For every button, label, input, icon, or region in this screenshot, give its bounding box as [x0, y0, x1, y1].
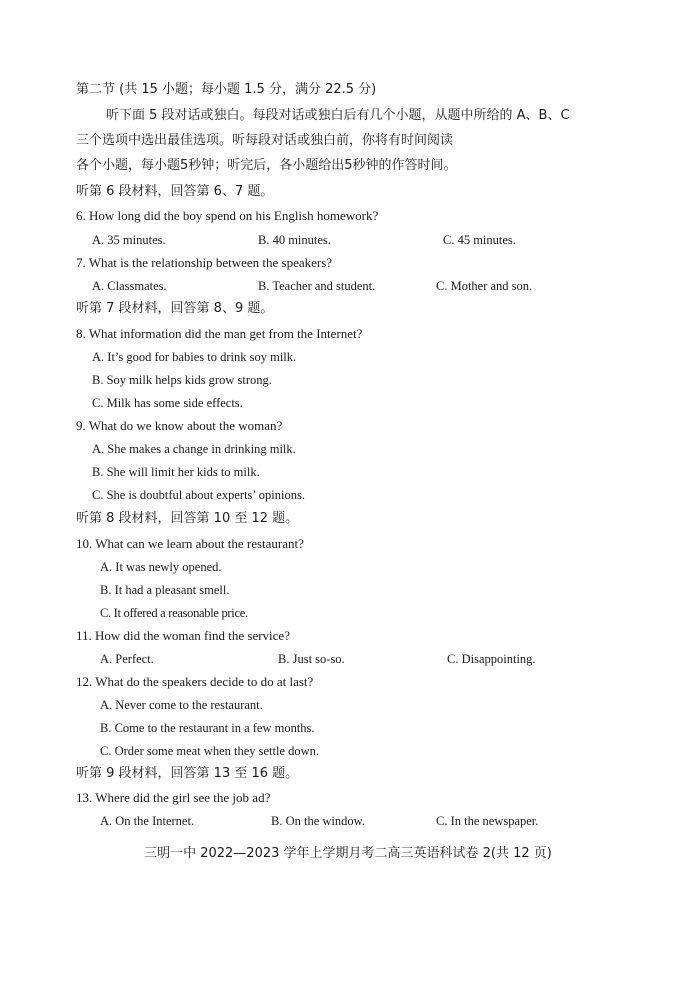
question-9-stem: 9. What do we know about the woman?: [76, 418, 283, 433]
instructions-line-3: 各个小题，每小题5秒钟；听完后，各小题给出5秒钟的作答时间。: [76, 158, 457, 173]
material-7-heading: 听第 7 段材料，回答第 8、9 题。: [76, 301, 274, 316]
material-8-heading: 听第 8 段材料，回答第 10 至 12 题。: [76, 511, 299, 526]
question-7-option-c: C. Mother and son.: [436, 279, 533, 293]
question-8-option-b: B. Soy milk helps kids grow strong.: [92, 373, 272, 387]
question-6-option-a: A. 35 minutes.: [92, 233, 166, 247]
question-13-option-a: A. On the Internet.: [100, 814, 195, 828]
question-10-option-a: A. It was newly opened.: [100, 560, 222, 574]
instructions-line-2: 三个选项中选出最佳选项。听每段对话或独白前，你将有时间阅读: [76, 133, 454, 148]
question-7-stem: 7. What is the relationship between the speakers?: [76, 255, 333, 270]
question-11-option-a: A. Perfect.: [100, 652, 154, 666]
question-8-option-c: C. Milk has some side effects.: [92, 396, 243, 410]
question-13-option-b: B. On the window.: [271, 814, 365, 828]
question-13-option-c: C. In the newspaper.: [436, 814, 539, 828]
question-12-option-c: C. Order some meat when they settle down.: [100, 744, 320, 758]
question-10-option-b: B. It had a pleasant smell.: [100, 583, 230, 597]
material-9-heading: 听第 9 段材料，回答第 13 至 16 题。: [76, 766, 299, 781]
question-12-stem: 12. What do the speakers decide to do at last?: [76, 674, 314, 689]
question-11-stem: 11. How did the woman find the service?: [76, 628, 290, 643]
question-7-option-a: A. Classmates.: [92, 279, 167, 293]
question-11-option-c: C. Disappointing.: [447, 652, 536, 666]
section-header: 第二节 (共 15 小题；每小题 1.5 分，满分 22.5 分): [76, 82, 377, 97]
page-footer: 三明一中 2022—2023 学年上学期月考二高三英语科试卷 2(共 12 页): [144, 846, 552, 861]
question-12-option-a: A. Never come to the restaurant.: [100, 698, 263, 712]
question-11-option-b: B. Just so-so.: [278, 652, 345, 666]
question-12-option-b: B. Come to the restaurant in a few months.: [100, 721, 315, 735]
question-6-option-b: B. 40 minutes.: [258, 233, 331, 247]
question-10-stem: 10. What can we learn about the restaurant?: [76, 536, 304, 551]
question-7-option-b: B. Teacher and student.: [258, 279, 376, 293]
question-9-option-b: B. She will limit her kids to milk.: [92, 465, 260, 479]
question-8-stem: 8. What information did the man get from the Internet?: [76, 326, 363, 341]
question-6-stem: 6. How long did the boy spend on his English homework?: [76, 208, 379, 223]
question-13-stem: 13. Where did the girl see the job ad?: [76, 790, 271, 805]
instructions-line-1: 听下面 5 段对话或独白。每段对话或独白后有几个小题，从题中所给的 A、B、C: [106, 108, 570, 123]
question-9-option-c: C. She is doubtful about experts’ opinions.: [92, 488, 305, 502]
material-6-heading: 听第 6 段材料，回答第 6、7 题。: [76, 184, 274, 199]
question-9-option-a: A. She makes a change in drinking milk.: [92, 442, 296, 456]
question-8-option-a: A. It’s good for babies to drink soy milk.: [92, 350, 297, 364]
question-6-option-c: C. 45 minutes.: [443, 233, 516, 247]
question-10-option-c: C. It offered a reasonable price.: [100, 606, 248, 620]
